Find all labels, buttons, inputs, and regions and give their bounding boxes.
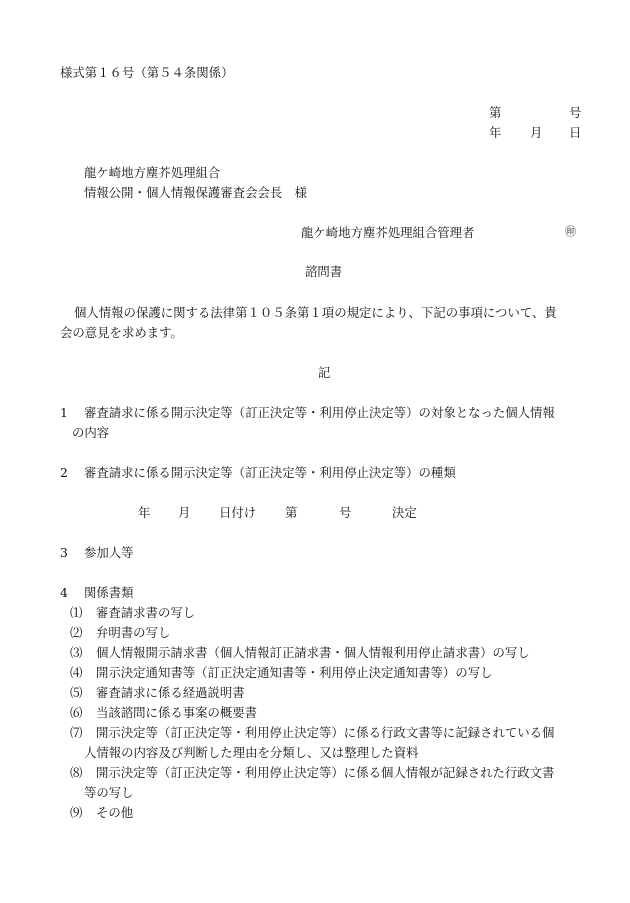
document-item-number: ⑻ (70, 765, 83, 780)
document-item (70, 767, 554, 779)
document-item-text: 弁明書の写し (96, 625, 171, 640)
document-item (70, 667, 493, 679)
document-item-text: 当該諮問に係る事案の概要書 (96, 705, 258, 720)
document-item-continuation: 等の写し (84, 785, 134, 800)
section-3 (60, 547, 134, 559)
section-3-text: 参加人等 (84, 545, 134, 560)
number-label-go: 号 (569, 105, 582, 120)
decision-dai-label: 第 (285, 505, 298, 520)
document-title: 諮問書 (305, 264, 343, 279)
section-1 (60, 407, 555, 419)
document-item (70, 647, 530, 659)
document-item-text: 審査請求書の写し (96, 605, 196, 620)
form-number: 様式第１６号（第５４条関係） (60, 65, 234, 80)
section-2-text: 審査請求に係る開示決定等（訂正決定等・利用停止決定等）の種類 (84, 465, 456, 480)
document-item-number: ⑶ (70, 645, 83, 660)
decision-kettei-label: 決定 (392, 505, 417, 520)
recipient-organization: 龍ケ崎地方塵芥処理組合 (84, 165, 221, 180)
body-text-line-1: 個人情報の保護に関する法律第１０５条第１項の規定により、下記の事項について、貴 (74, 305, 557, 320)
sender-name: 龍ケ崎地方塵芥処理組合管理者 (301, 225, 475, 240)
section-4-text: 関係書類 (84, 585, 134, 600)
section-1-text: 審査請求に係る開示決定等（訂正決定等・利用停止決定等）の対象となった個人情報 (84, 405, 555, 420)
document-item-number: ⑼ (70, 805, 83, 820)
document-item-number: ⑵ (70, 625, 83, 640)
recipient-title: 情報公開・個人情報保護審査会会長 様 (84, 185, 308, 200)
decision-month-label: 月 (178, 505, 191, 520)
document-item-number: ⑹ (70, 705, 83, 720)
document-item (70, 607, 195, 619)
section-2 (60, 467, 456, 479)
document-item-text: 開示決定通知書等（訂正決定通知書等・利用停止決定通知書等）の写し (96, 665, 493, 680)
section-4 (60, 587, 134, 599)
section-3-number: 3 (60, 545, 68, 560)
decision-dated-label: 日付け (219, 505, 257, 520)
document-item-text: その他 (96, 805, 134, 820)
decision-go-label: 号 (339, 505, 352, 520)
document-item-number: ⑷ (70, 665, 83, 680)
document-item-text: 開示決定等（訂正決定等・利用停止決定等）に係る個人情報が記録された行政文書 (96, 765, 555, 780)
document-item-text: 開示決定等（訂正決定等・利用停止決定等）に係る行政文書等に記録されている個 (96, 725, 555, 740)
document-item (70, 687, 245, 699)
document-item (70, 807, 133, 819)
document-item-number: ⑺ (70, 725, 83, 740)
date-day-label: 日 (569, 125, 582, 140)
document-item-text: 個人情報開示請求書（個人情報訂正請求書・個人情報利用停止請求書）の写し (96, 645, 530, 660)
date-year-label: 年 (489, 125, 502, 140)
date-month-label: 月 (530, 125, 543, 140)
document-item (70, 627, 170, 639)
section-1-continuation: の内容 (72, 425, 110, 440)
document-item-text: 審査請求に係る経過説明書 (96, 685, 245, 700)
section-4-number: 4 (60, 585, 68, 600)
ki-heading: 記 (318, 365, 331, 380)
body-text-line-2: 会の意見を求めます。 (60, 325, 183, 340)
number-label-dai: 第 (489, 105, 502, 120)
seal-mark: ㊞ (565, 225, 576, 238)
document-item (70, 707, 257, 719)
document-item-number: ⑴ (70, 605, 83, 620)
document-item-continuation: 人情報の内容及び判断した理由を分類し、又は整理した資料 (84, 745, 419, 760)
document-item (70, 727, 554, 739)
section-2-number: 2 (60, 465, 68, 480)
section-1-number: 1 (60, 405, 68, 420)
decision-year-label: 年 (138, 505, 151, 520)
document-item-number: ⑸ (70, 685, 83, 700)
